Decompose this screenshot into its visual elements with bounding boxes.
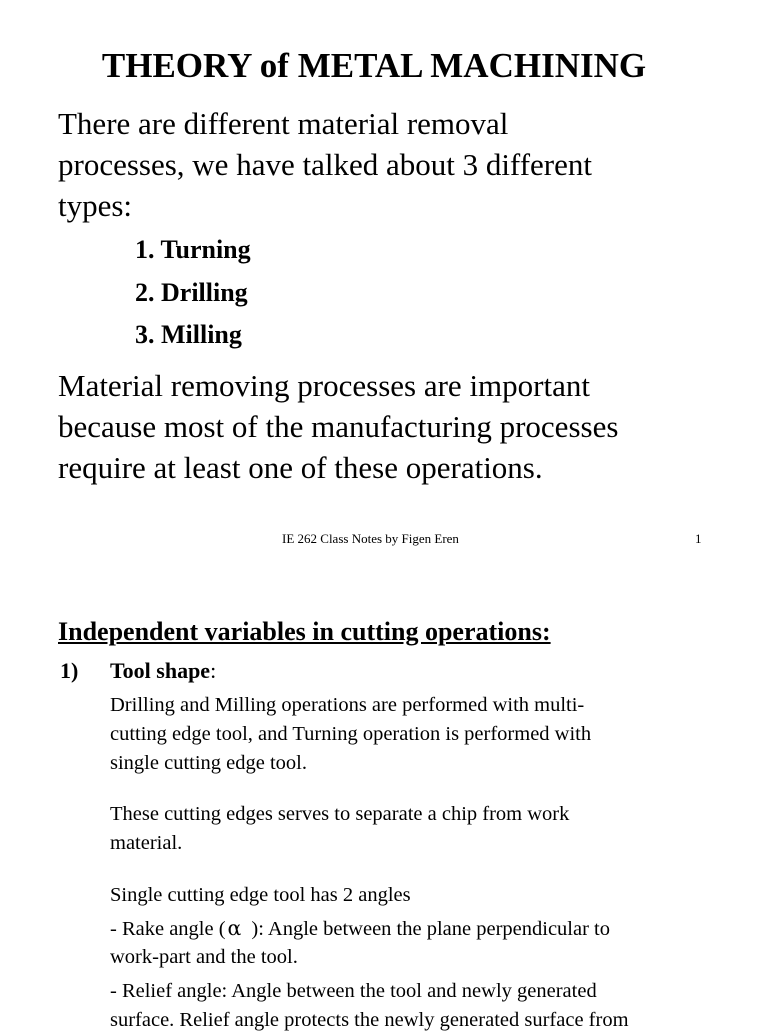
page-title: THEORY of METAL MACHINING — [101, 46, 647, 85]
relief-angle-line-1: - Relief angle: Angle between the tool and newly generated — [110, 980, 597, 1002]
intro-line-1: There are different material removal — [58, 106, 509, 141]
alpha-symbol: α — [227, 916, 242, 940]
rake-prefix: - Rake angle ( — [110, 918, 226, 940]
intro-line-2: processes, we have talked about 3 different — [58, 147, 592, 182]
paragraph1-line-2: cutting edge tool, and Turning operation is performed with — [110, 723, 592, 745]
footer-credit: IE 262 Class Notes by Figen Eren — [282, 531, 459, 546]
paragraph1-line-1: Drilling and Milling operations are performed with multi- — [110, 694, 585, 716]
angles-intro: Single cutting edge tool has 2 angles — [110, 884, 411, 906]
intro-line-3: types: — [58, 188, 133, 223]
importance-line-1: Material removing processes are important — [58, 368, 590, 403]
paragraph2-line-2: material. — [110, 832, 183, 854]
section-title — [110, 656, 216, 686]
section-title-text: Tool shape — [110, 658, 211, 683]
rake-angle-line-2: work-part and the tool. — [110, 946, 298, 968]
page-number: 1 — [695, 531, 702, 546]
process-item-drilling: 2. Drilling — [135, 278, 248, 307]
importance-line-2: because most of the manufacturing processes — [58, 409, 619, 444]
importance-line-3: require at least one of these operations. — [58, 450, 543, 485]
section-number: 1) — [60, 658, 79, 683]
section-title-colon: : — [210, 658, 217, 683]
rake-suffix: ): Angle between the plane perpendicular to — [251, 918, 611, 940]
relief-angle-line-2: surface. Relief angle protects the newly generated surface from — [110, 1009, 629, 1031]
paragraph2-line-1: These cutting edges serves to separate a chip from work — [110, 803, 570, 825]
rake-angle-line-1 — [110, 914, 610, 944]
process-item-turning: 1. Turning — [135, 235, 251, 264]
process-item-milling: 3. Milling — [135, 320, 242, 349]
section-heading: Independent variables in cutting operations: — [58, 617, 551, 646]
paragraph1-line-3: single cutting edge tool. — [110, 752, 307, 774]
